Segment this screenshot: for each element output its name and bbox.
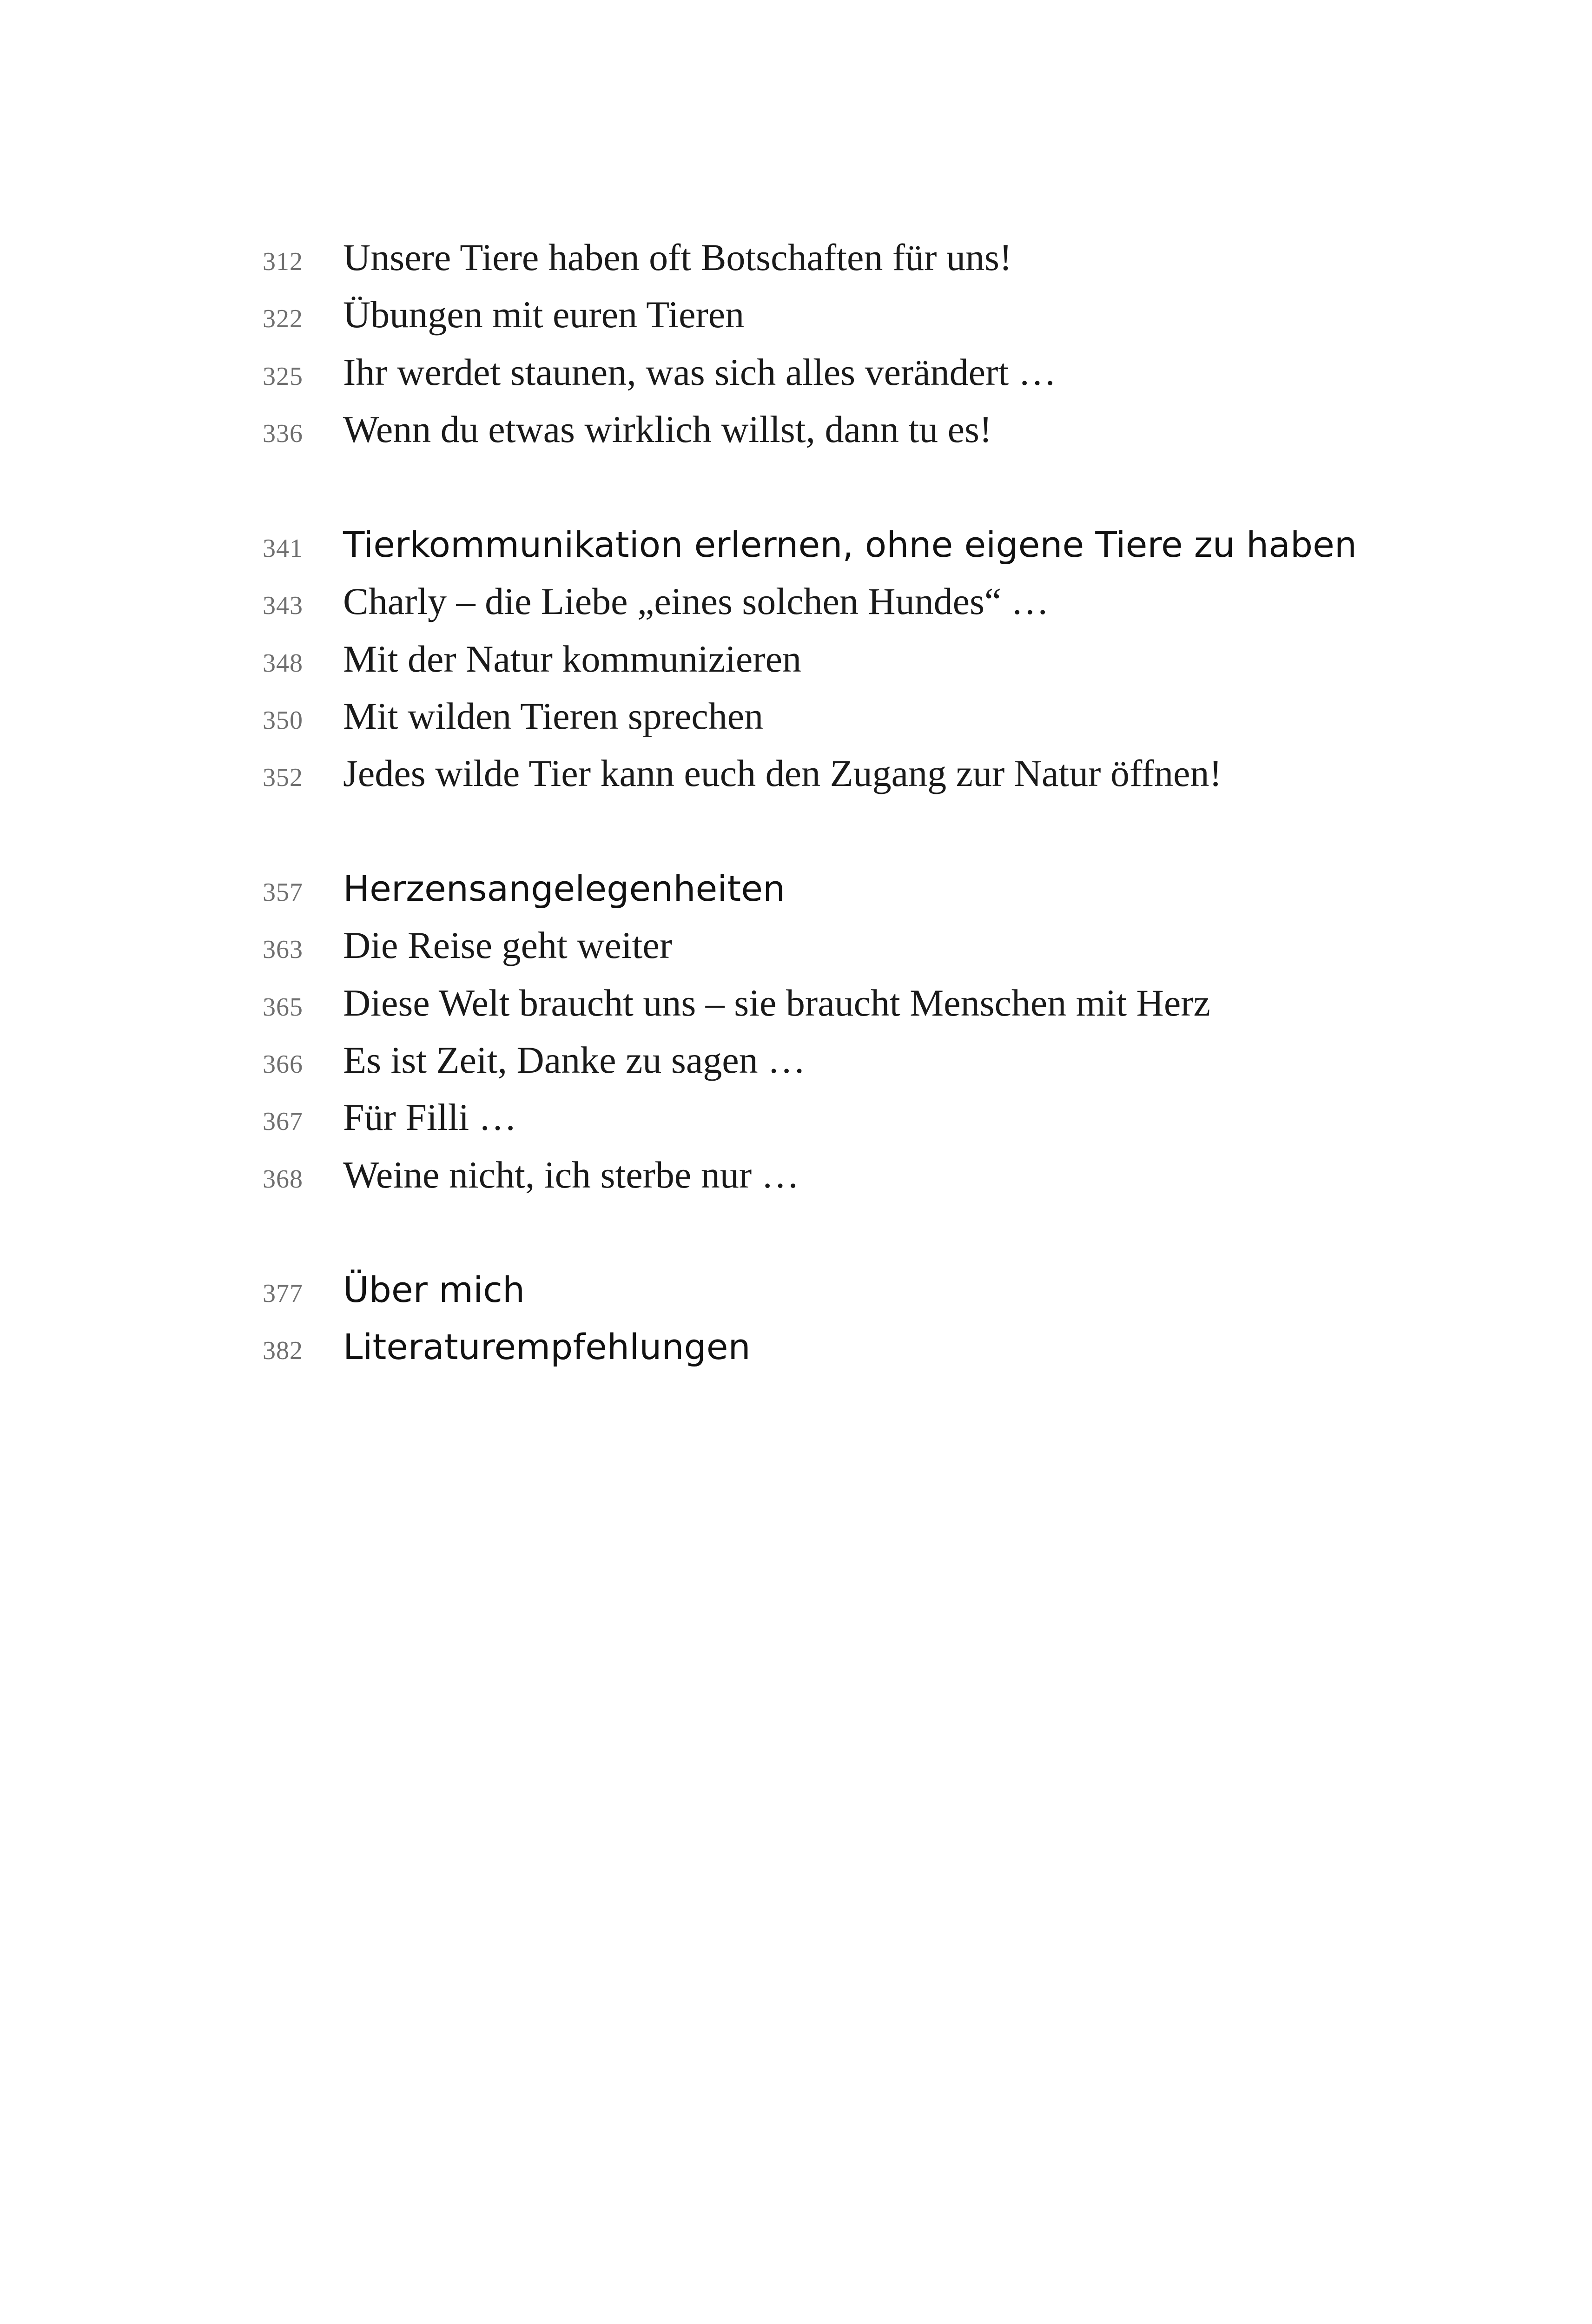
- page-number: 365: [263, 993, 303, 1022]
- toc-entry: [0, 574, 1592, 625]
- page-number: 341: [263, 534, 303, 563]
- toc-entry: [0, 918, 1592, 969]
- entry-title: Mit wilden Tieren sprechen: [343, 695, 764, 737]
- page-number: 363: [263, 935, 303, 964]
- entry-title: Weine nicht, ich sterbe nur …: [343, 1154, 799, 1196]
- toc-entry: [0, 632, 1592, 683]
- toc-chapter: [0, 1319, 1592, 1370]
- chapter-title: Herzensangelegenheiten: [343, 868, 786, 909]
- toc-entry: [0, 287, 1592, 338]
- toc-chapter: [0, 517, 1592, 568]
- toc-entry: [0, 976, 1592, 1027]
- toc-chapter: [0, 861, 1592, 912]
- page-number: 368: [263, 1165, 303, 1194]
- page-number: 352: [263, 763, 303, 792]
- entry-title: Die Reise geht weiter: [343, 924, 673, 966]
- entry-title: Übungen mit euren Tieren: [343, 293, 745, 336]
- toc-entry: [0, 746, 1592, 797]
- page-number: 377: [263, 1279, 303, 1308]
- entry-title: Wenn du etwas wirklich willst, dann tu es!: [343, 408, 992, 450]
- page-number: 336: [263, 419, 303, 448]
- toc-entry: [0, 689, 1592, 740]
- entry-title: Es ist Zeit, Danke zu sagen …: [343, 1039, 806, 1081]
- toc-entry: [0, 1033, 1592, 1084]
- toc-chapter: [0, 1262, 1592, 1313]
- toc-entry: [0, 345, 1592, 396]
- entry-title: Ihr werdet staunen, was sich alles verändert …: [343, 351, 1057, 393]
- entry-title: Unsere Tiere haben oft Botschaften für uns!: [343, 236, 1012, 278]
- entry-title: Jedes wilde Tier kann euch den Zugang zur Natur öffnen!: [343, 752, 1222, 794]
- page-number: 322: [263, 304, 303, 333]
- chapter-title: Tierkommunikation erlernen, ohne eigene Tiere zu haben: [343, 524, 1357, 565]
- page-number: 357: [263, 878, 303, 907]
- page-number: 366: [263, 1050, 303, 1079]
- page-number: 343: [263, 591, 303, 620]
- page-number: 367: [263, 1107, 303, 1136]
- toc-entry: [0, 402, 1592, 453]
- toc-entry: [0, 1090, 1592, 1141]
- page-number: 325: [263, 362, 303, 391]
- toc-entry: [0, 1148, 1592, 1199]
- entry-title: Diese Welt braucht uns – sie braucht Menschen mit Herz: [343, 982, 1210, 1024]
- page-number: 350: [263, 706, 303, 735]
- entry-title: Mit der Natur kommunizieren: [343, 638, 802, 680]
- entry-title: Für Filli …: [343, 1096, 517, 1138]
- page-number: 312: [263, 247, 303, 276]
- chapter-title: Literaturempfehlungen: [343, 1326, 751, 1367]
- page-number: 348: [263, 649, 303, 678]
- toc-entry: [0, 230, 1592, 281]
- chapter-title: Über mich: [343, 1269, 525, 1310]
- page-number: 382: [263, 1336, 303, 1365]
- entry-title: Charly – die Liebe „eines solchen Hundes“ …: [343, 580, 1049, 622]
